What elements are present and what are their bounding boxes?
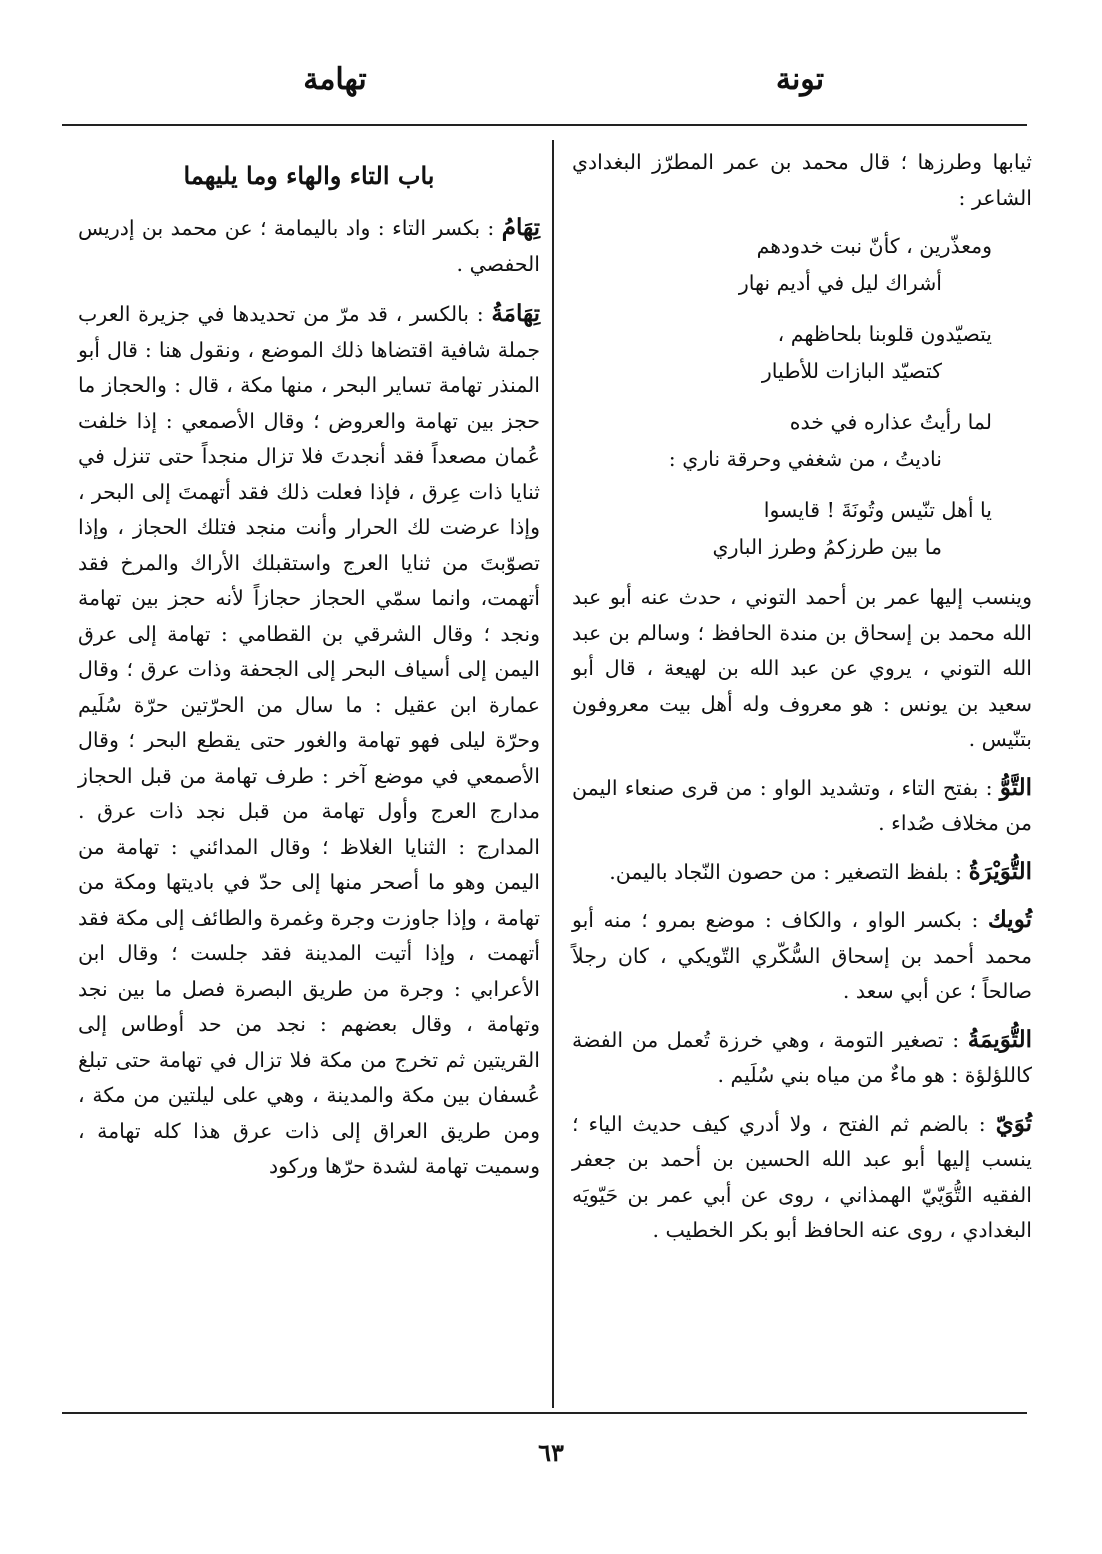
- right-intro: ثيابها وطرزها ؛ قال محمد بن عمر المطرّز البغدادي الشاعر :: [572, 150, 1032, 210]
- entry-text: : بالكسر ، قد مرّ من تحديدها في جزيرة العرب جملة شافية اقتضاها ذلك الموضع ، ونقول هنا : قال أبو المنذر تهامة تساير البحر ، منها مكة ، قال : والحجاز ما حجز بين تهامة والعروض ؛ وقال الأصمعي : إذا خلفت عُمان مصعداً فقد أنجدتَ فلا تزال منجداً حتى تنزل في ثنايا ذات عِرق ، فإذا فعلت ذلك فقد أتهمتَ إلى البحر ، وإذا عرضت لك الحرار وأنت منجد فتلك الحجاز ، وإذا تصوّبتَ من ثنايا العرج واستقبلك الأراك والمرخ فقد أتهمت، وانما سمّي الحجاز حجازاً لأنه حجز بين تهامة ونجد ؛ وقال الشرقي بن القطامي : تهامة إلى عرق اليمن إلى أسياف البحر إلى الجحفة وذات عرق ؛ وقال عمارة ابن عقيل : ما سال من الحرّتين حرّة سُلَيم وحرّة ليلى فهو تهامة والغور حتى يقطع البحر ؛ وقال الأصمعي في موضع آخر : طرف تهامة من قبل الحجاز مدارج العرج وأول تهامة من قبل نجد ذات عرق . المدارج : الثنايا الغلاظ ؛ وقال المدائني : تهامة من اليمن وهو ما أصحر منها إلى حدّ في باديتها ومكة من تهامة ، وإذا جاوزت وجرة وغمرة والطائف إلى مكة فقد أتهمت ، وإذا أتيت المدينة فقد جلست ؛ وقال ابن الأعرابي : وجرة من طريق البصرة فصل ما بين نجد وتهامة ، وقال بعضهم : نجد من حد أوطاس إلى القريتين ثم تخرج من مكة فلا تزال في تهامة حتى تبلغ عُسفان بين مكة والمدينة ، وهي على ليلتين من مكة ، ومن طريق العراق إلى ذات عرق هذا كله تهامة ، وسميت تهامة لشدة حرّها وركود: [78, 302, 540, 1178]
- dictionary-entry: [78, 210, 540, 282]
- entry-headword: تِهَامَةُ: [491, 300, 540, 327]
- entry-text: : بفتح التاء ، وتشديد الواو : من قرى صنعاء اليمن من مخلاف صُداء .: [572, 775, 1032, 835]
- dictionary-entry: [572, 1106, 1032, 1249]
- dictionary-entry: [572, 770, 1032, 842]
- entry-headword: تُويك: [987, 906, 1032, 933]
- running-header-right: تونة: [775, 62, 825, 97]
- verse-couplet: [572, 404, 1032, 478]
- verse-second-hemistich: ناديتُ ، من شغفي وحرقة ناري :: [668, 447, 942, 471]
- dictionary-entry: [572, 902, 1032, 1010]
- running-header-left: تهامة: [303, 62, 367, 97]
- verse-first-hemistich: يتصيّدون قلوبنا بلحاظهم ،: [777, 322, 992, 346]
- entry-text: : بكسر الواو ، والكاف : موضع بمرو ؛ منه أبو محمد أحمد بن إسحاق السُّكّري التّويكي ، كان رجلاً صالحاً ؛ عن أبي سعد .: [572, 908, 1032, 1003]
- section-title: باب التاء والهاء وما يليهما: [183, 161, 435, 190]
- verse-second-hemistich: كتصيّد البازات للأطيار: [761, 359, 942, 383]
- entry-headword: تُوَيّ: [995, 1109, 1032, 1137]
- entry-text: : بكسر التاء : واد باليمامة ؛ عن محمد بن إدريس الحفصي .: [78, 216, 540, 276]
- footer-rule: [62, 1412, 1027, 1414]
- entry-text: : بلفظ التصغير : من حصون النّجاد باليمن.: [609, 859, 963, 884]
- left-column: [78, 150, 540, 1199]
- header-rule: [62, 124, 1027, 126]
- right-column: [572, 145, 1032, 1261]
- dictionary-entry: [78, 296, 540, 1185]
- entry-headword: تِهَامُ: [501, 214, 540, 241]
- dictionary-entry: [572, 1022, 1032, 1094]
- verse-first-hemistich: يا أهل تنّيس وتُونَةَ ! قايسوا: [763, 498, 992, 522]
- verse-second-hemistich: ما بين طرزكمُ وطرز الباري: [712, 535, 942, 559]
- page-number: ٦٣: [538, 1438, 564, 1467]
- entry-text: : بالضم ثم الفتح ، ولا أدري كيف حديث الياء ؛ ينسب إليها أبو عبد الله الحسين بن أحمد بن جعفر الفقيه التُّوَيّيّ الهمذاني ، روى عن أبي عمر بن حَيّويَه البغدادي ، روى عنه الحافظ أبو بكر الخطيب .: [572, 1111, 1032, 1242]
- verse-couplet: [572, 228, 1032, 302]
- verse-couplet: [572, 492, 1032, 566]
- verse-first-hemistich: ومعذّرين ، كأنّ نبت خدودهم: [756, 234, 992, 258]
- entry-headword: التُّوَيمَةُ: [967, 1025, 1032, 1053]
- entry-headword: التُّوَيْرَةُ: [968, 857, 1032, 885]
- verse-couplet: [572, 316, 1032, 390]
- entry-text: : تصغير التومة ، وهي خرزة تُعمل من الفضة كاللؤلؤة : هو ماءٌ من مياه بني سُلَيم .: [572, 1027, 1032, 1087]
- entry-headword: التَّوُّ: [999, 773, 1032, 801]
- right-paragraph: وينسب إليها عمر بن أحمد التوني ، حدث عنه أبو عبد الله محمد بن إسحاق بن مندة الحافظ ؛ وسالم بن عبد الله التوني ، يروي عن عبد الله بن لهيعة ، قال أبو سعيد بن يونس : هو معروف وله أهل بيت معروفون بتنّيس .: [572, 585, 1032, 751]
- dictionary-entry: [572, 854, 1032, 891]
- column-divider: [552, 140, 554, 1408]
- verse-second-hemistich: أشراك ليل في أديم نهار: [738, 271, 942, 295]
- verse-first-hemistich: لما رأيتُ عذاره في خده: [789, 410, 992, 434]
